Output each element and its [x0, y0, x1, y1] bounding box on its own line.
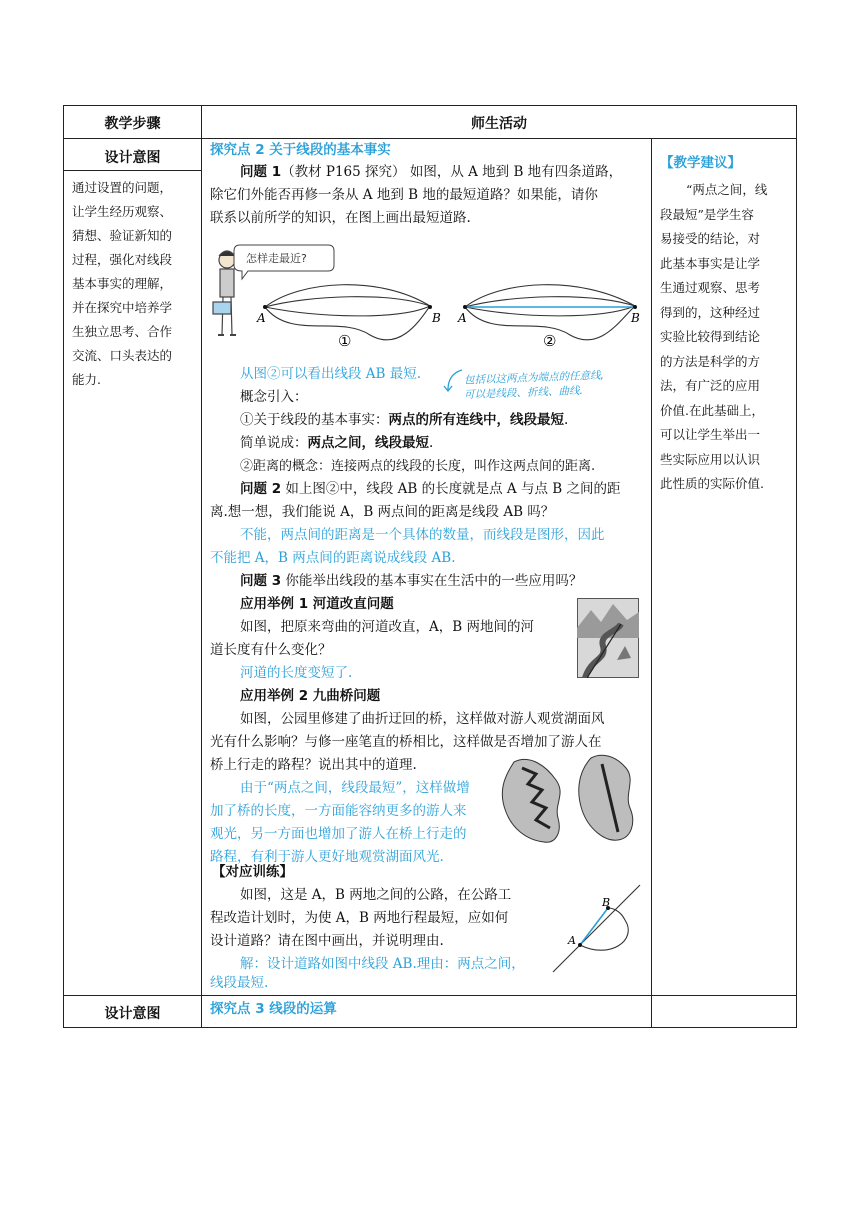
- advice-line: 法，有广泛的应用: [660, 378, 761, 393]
- simple-statement-line: 简单说成：两点之间，线段最短.: [240, 435, 434, 451]
- example2-title: 应用举例 2 九曲桥问题: [240, 688, 381, 704]
- annotation-note-line1: 包括以这两点为端点的任意线,: [463, 369, 605, 387]
- fig1-label-a: A: [257, 311, 266, 325]
- intent-line: 生独立思考、合作: [72, 324, 173, 339]
- answer2-line2: 不能把 A，B 两点间的距离说成线段 AB.: [210, 550, 456, 566]
- table-border-header: [63, 138, 797, 139]
- example1-line1: 如图，把原来弯曲的河道改直，A，B 两地间的河: [240, 619, 534, 635]
- table-border-right: [796, 105, 797, 1028]
- intent-line: 能力.: [72, 372, 101, 387]
- table-border-col1: [201, 105, 202, 1028]
- practice-answer-line2: 线段最短.: [210, 975, 269, 991]
- advice-line: “两点之间，线: [686, 182, 768, 197]
- annotation-note-line2: 可以是线段、折线、曲线.: [463, 384, 584, 402]
- bubble-text: 怎样走最近?: [246, 252, 307, 265]
- student-figure: [213, 251, 236, 335]
- example1-answer: 河道的长度变短了.: [240, 665, 353, 681]
- intent-line: 交流、口头表达的: [72, 348, 173, 363]
- basic-fact-line: ①关于线段的基本事实：两点的所有连线中，线段最短.: [240, 412, 569, 428]
- practice-answer-line1: 解：设计道路如图中线段 AB.理由：两点之间，: [240, 956, 525, 972]
- example1-title: 应用举例 1 河道改直问题: [240, 596, 394, 612]
- advice-line: 此性质的实际价值.: [660, 476, 764, 491]
- intent-line: 过程，强化对线段: [72, 252, 173, 267]
- observation-text: 从图②可以看出线段 AB 最短.: [240, 366, 422, 382]
- advice-line: 生通过观察、思考: [660, 280, 761, 295]
- advice-line: 得到的，这种经过: [660, 304, 761, 320]
- fig1-caption: ①: [338, 332, 352, 350]
- table-border-top: [63, 105, 797, 106]
- intent-line: 让学生经历观察、: [72, 204, 173, 219]
- design-intent-label-bottom: 设计意图: [104, 1006, 161, 1022]
- intent-line: 并在探究中培养学: [72, 300, 173, 315]
- question1-line2: 除它们外能否再修一条从 A 地到 B 地的最短道路？如果能，请你: [210, 187, 598, 203]
- advice-line: 易接受的结论，对: [660, 231, 761, 246]
- question3-line: 问题 3 你能举出线段的基本事实在生活中的一些应用吗？: [240, 573, 583, 589]
- section3-title: 探究点 3 线段的运算: [210, 1001, 337, 1017]
- concept-title: 概念引入：: [240, 389, 308, 405]
- practice-line2: 程改造计划时，为使 A，B 两地行程最短，应如何: [210, 910, 509, 926]
- road-label-a: A: [568, 934, 576, 947]
- roads-figure: [210, 240, 650, 360]
- design-intent-text: [72, 176, 196, 392]
- table-border-bottom: [63, 1027, 797, 1028]
- example2-answer-line3: 观光，另一方面也增加了游人在桥上行走的: [210, 826, 467, 842]
- example2-line2: 光有什么影响？与修一座笔直的桥相比，这样做是否增加了游人在: [210, 734, 602, 750]
- example1-line2: 道长度有什么变化？: [210, 642, 332, 658]
- question2-label: 问题 2: [240, 481, 282, 497]
- example2-line3: 桥上行走的路程？说出其中的道理.: [210, 757, 417, 773]
- river-image: [577, 598, 639, 678]
- question1-line3: 联系以前所学的知识，在图上画出最短道路.: [210, 210, 471, 226]
- fig2-label-a: A: [458, 311, 467, 325]
- advice-line: 此基本事实是让学: [660, 255, 761, 271]
- table-border-col2: [651, 138, 652, 1028]
- bridges-image: [496, 752, 646, 847]
- example2-answer-line1: 由于“两点之间，线段最短”，这样做增: [240, 780, 470, 796]
- road-segment-ab: [580, 908, 608, 945]
- example2-answer-line2: 加了桥的长度，一方面能容纳更多的游人来: [210, 803, 467, 819]
- table-border-row2: [63, 995, 797, 996]
- fig2-caption: ②: [543, 332, 557, 350]
- question1-label: 问题 1: [240, 164, 282, 180]
- advice-line: 些实际应用以认识: [660, 451, 761, 467]
- intent-line: 猜想、验证新知的: [72, 228, 173, 243]
- question2-line2: 离.想一想，我们能说 A，B 两点间的距离是线段 AB 吗？: [210, 504, 555, 520]
- design-intent-label: 设计意图: [104, 150, 161, 166]
- road-figure: [550, 880, 645, 975]
- example2-answer-line4: 路程，有利于游人更好地观赏湖面风光.: [210, 849, 444, 865]
- advice-line: 段最短”是学生容: [660, 206, 754, 222]
- header-steps: 教学步骤: [104, 116, 161, 132]
- fig1-label-b: B: [432, 311, 441, 325]
- practice-title: 【对应训练】: [212, 864, 293, 880]
- advice-line: 价值.在此基础上，: [660, 402, 764, 418]
- intent-line: 通过设置的问题，: [72, 180, 173, 195]
- answer2-line1: 不能，两点间的距离是一个具体的数量，而线段是图形，因此: [240, 527, 605, 543]
- header-activity: 师生活动: [471, 116, 527, 132]
- example2-line1: 如图，公园里修建了曲折迂回的桥，这样做对游人观赏湖面风: [240, 711, 605, 727]
- road-label-b: B: [602, 896, 611, 909]
- intent-line: 基本事实的理解，: [72, 276, 173, 291]
- teaching-advice-title: 【教学建议】: [660, 155, 741, 171]
- distance-concept: ②距离的概念：连接两点的线段的长度，叫作这两点间的距离.: [240, 459, 596, 474]
- practice-line3: 设计道路？请在图中画出，并说明理由.: [210, 933, 444, 949]
- simple-statement-bold: 两点之间，线段最短: [307, 435, 429, 451]
- advice-line: 实验比较得到结论: [660, 329, 761, 344]
- table-border-left: [63, 105, 64, 1028]
- advice-line: 可以让学生举出一: [660, 427, 761, 442]
- question2-line1: 问题 2 如上图②中，线段 AB 的长度就是点 A 与点 B 之间的距: [240, 481, 621, 497]
- left-label-divider: [63, 170, 201, 171]
- question3-label: 问题 3: [240, 573, 282, 589]
- fig2-label-b: B: [631, 311, 640, 325]
- teaching-advice-text: [660, 178, 790, 497]
- basic-fact-bold: 两点的所有连线中，线段最短: [388, 412, 564, 428]
- question1-line1: 问题 1（教材 P165 探究） 如图，从 A 地到 B 地有四条道路，: [240, 164, 623, 180]
- advice-line: 的方法是科学的方: [660, 353, 761, 369]
- practice-line1: 如图，这是 A，B 两地之间的公路，在公路工: [240, 887, 512, 903]
- section2-title: 探究点 2 关于线段的基本事实: [210, 142, 391, 158]
